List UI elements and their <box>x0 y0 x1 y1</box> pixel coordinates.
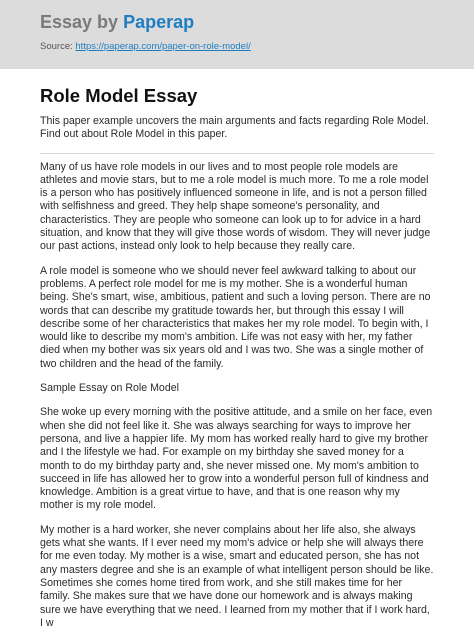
essay-paragraph: She woke up every morning with the positive attitude, and a smile on her face, even when she did not feel like it. She was always searching for ways to improve her persona, and live a happier life. My mom has worked really hard to give my brother and I the lifestyle we had. For example on my birthday she saved money for a month to do my birthday party and, she never missed one. My mom's ambition to succeed in life has allowed her to grow into a wonderful person full of kindness and knowledge. Ambition is a great virtue to have, and that is one reason why my mother is my role model. <box>40 406 433 512</box>
page-header <box>0 0 474 69</box>
essay-intro: This paper example uncovers the main arguments and facts regarding Role Model. Find out about Role Model in this paper. <box>40 115 429 141</box>
essay-paragraph: My mother is a hard worker, she never complains about her life also, she always gets what she wants. If I ever need my mom's advice or help she will always there for me even today. My mother is a wise, smart and educated person, she has not any masters degree and she is an example of what intelligent person should be like. Sometimes she comes home tired from work, and she still makes time for her family. She makes sure that we have done our homework and is always making sure we have everything that we need. I learned from my mother that if I work hard, I w <box>40 523 434 629</box>
essay-content <box>0 85 474 630</box>
essay-title: Role Model Essay <box>40 85 198 106</box>
brand-prefix: Essay by <box>40 12 124 32</box>
source-link[interactable]: https://paperap.com/paper-on-role-model/ <box>75 41 251 52</box>
essay-paragraph: A role model is someone who we should never feel awkward talking to about our problems. A perfect role model for me is my mother. She is a wonderful human being. She's smart, wise, ambitious, patient and such a loving person. There are no words that can describe my gratitude towards her, but through this essay I will describe some of her characteristics that makes her my role model. To begin with, I would like to describe my mom's ambition. Life was not easy with her, my father died when my bother was six years old and I was two. She was a single mother of two children and the head of the family. <box>40 264 431 370</box>
essay-subheading: Sample Essay on Role Model <box>40 382 179 395</box>
essay-paragraph: Many of us have role models in our lives and to most people role models are athletes and movie stars, but to me a role model is much more. To me a role model is a person who has positively influenced someone in life, and is not a person filled with selfishness and greed. They help shape someone's personality, and characteristics. They are people who someone can look up to for advice in a hard situation, and know that they will give those words of wisdom. They will never judge our past actions, instead only look to help because they really care. <box>40 160 431 253</box>
brand-logo[interactable] <box>40 11 474 33</box>
brand-name: Paperap <box>123 12 195 32</box>
source-label: Source: <box>40 41 76 52</box>
source-line <box>40 41 474 52</box>
divider <box>40 153 434 154</box>
